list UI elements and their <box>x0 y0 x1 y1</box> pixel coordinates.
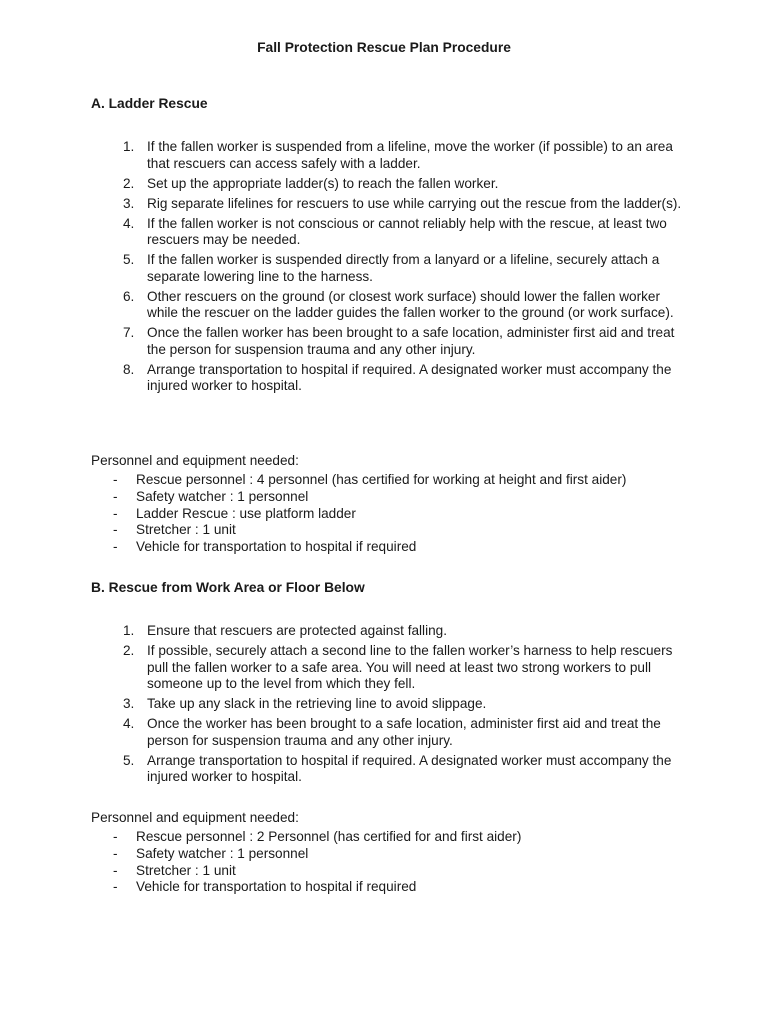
section-a-heading: A. Ladder Rescue <box>91 96 208 111</box>
list-item: 8. Arrange transportation to hospital if required. A designated worker must accompany the injured worker to hospital. <box>123 361 672 394</box>
list-item: - Rescue personnel : 2 Personnel (has certified for and first aider) <box>113 829 522 844</box>
list-item: - Stretcher : 1 unit <box>113 862 236 878</box>
list-item: 3. Take up any slack in the retrieving line to avoid slippage. <box>123 696 487 712</box>
list-item: 4. Once the worker has been brought to a safe location, administer first aid and treat the person for suspension trauma and any other injury. <box>123 716 661 748</box>
list-item: - Rescue personnel : 4 personnel (has certified for working at height and first aider) <box>113 472 627 487</box>
list-item: - Vehicle for transportation to hospital if required <box>113 879 417 895</box>
list-item: 4. If the fallen worker is not conscious or cannot reliably help with the rescue, at least two rescuers may be needed. <box>123 215 667 248</box>
list-item: - Safety watcher : 1 personnel <box>113 488 309 504</box>
list-item: - Stretcher : 1 unit <box>113 522 236 538</box>
section-a-steps <box>123 139 692 398</box>
section-b-steps <box>123 623 692 789</box>
section-b-needs-list <box>91 829 691 896</box>
list-item: 1. If the fallen worker is suspended from a lifeline, move the worker (if possible) to an area that rescuers can access safely with a ladder. <box>123 139 673 171</box>
list-item: 3. Rig separate lifelines for rescuers to use while carrying out the rescue from the ladder(s). <box>123 195 682 211</box>
section-a-needs-label: Personnel and equipment needed: <box>91 453 299 468</box>
list-item: - Ladder Rescue : use platform ladder <box>113 505 356 521</box>
document-title: Fall Protection Rescue Plan Procedure <box>257 40 511 55</box>
list-item: 7. Once the fallen worker has been brought to a safe location, administer first aid and treat the person for suspension trauma and any other injury. <box>123 325 675 357</box>
list-item: 2. If possible, securely attach a second line to the fallen worker’s harness to help rescuers pull the fallen worker to a safe area. You will need at least two strong workers to pull someone up to the level from which they fell. <box>123 642 673 692</box>
list-item: - Vehicle for transportation to hospital if required <box>113 539 417 555</box>
section-b-heading: B. Rescue from Work Area or Floor Below <box>91 580 365 595</box>
list-item: 5. Arrange transportation to hospital if required. A designated worker must accompany the injured worker to hospital. <box>123 752 672 785</box>
list-item: 2. Set up the appropriate ladder(s) to reach the fallen worker. <box>123 175 499 191</box>
section-a-needs-list <box>91 472 691 556</box>
list-item: 5. If the fallen worker is suspended directly from a lanyard or a lifeline, securely attach a separate lowering line to the harness. <box>123 252 660 284</box>
section-b-needs-label: Personnel and equipment needed: <box>91 810 299 825</box>
list-item: - Safety watcher : 1 personnel <box>113 845 309 861</box>
list-item: 1. Ensure that rescuers are protected against falling. <box>123 623 447 638</box>
list-item: 6. Other rescuers on the ground (or closest work surface) should lower the fallen worker while the rescuer on the ladder guides the fallen worker to the ground (or work surface). <box>123 288 674 321</box>
